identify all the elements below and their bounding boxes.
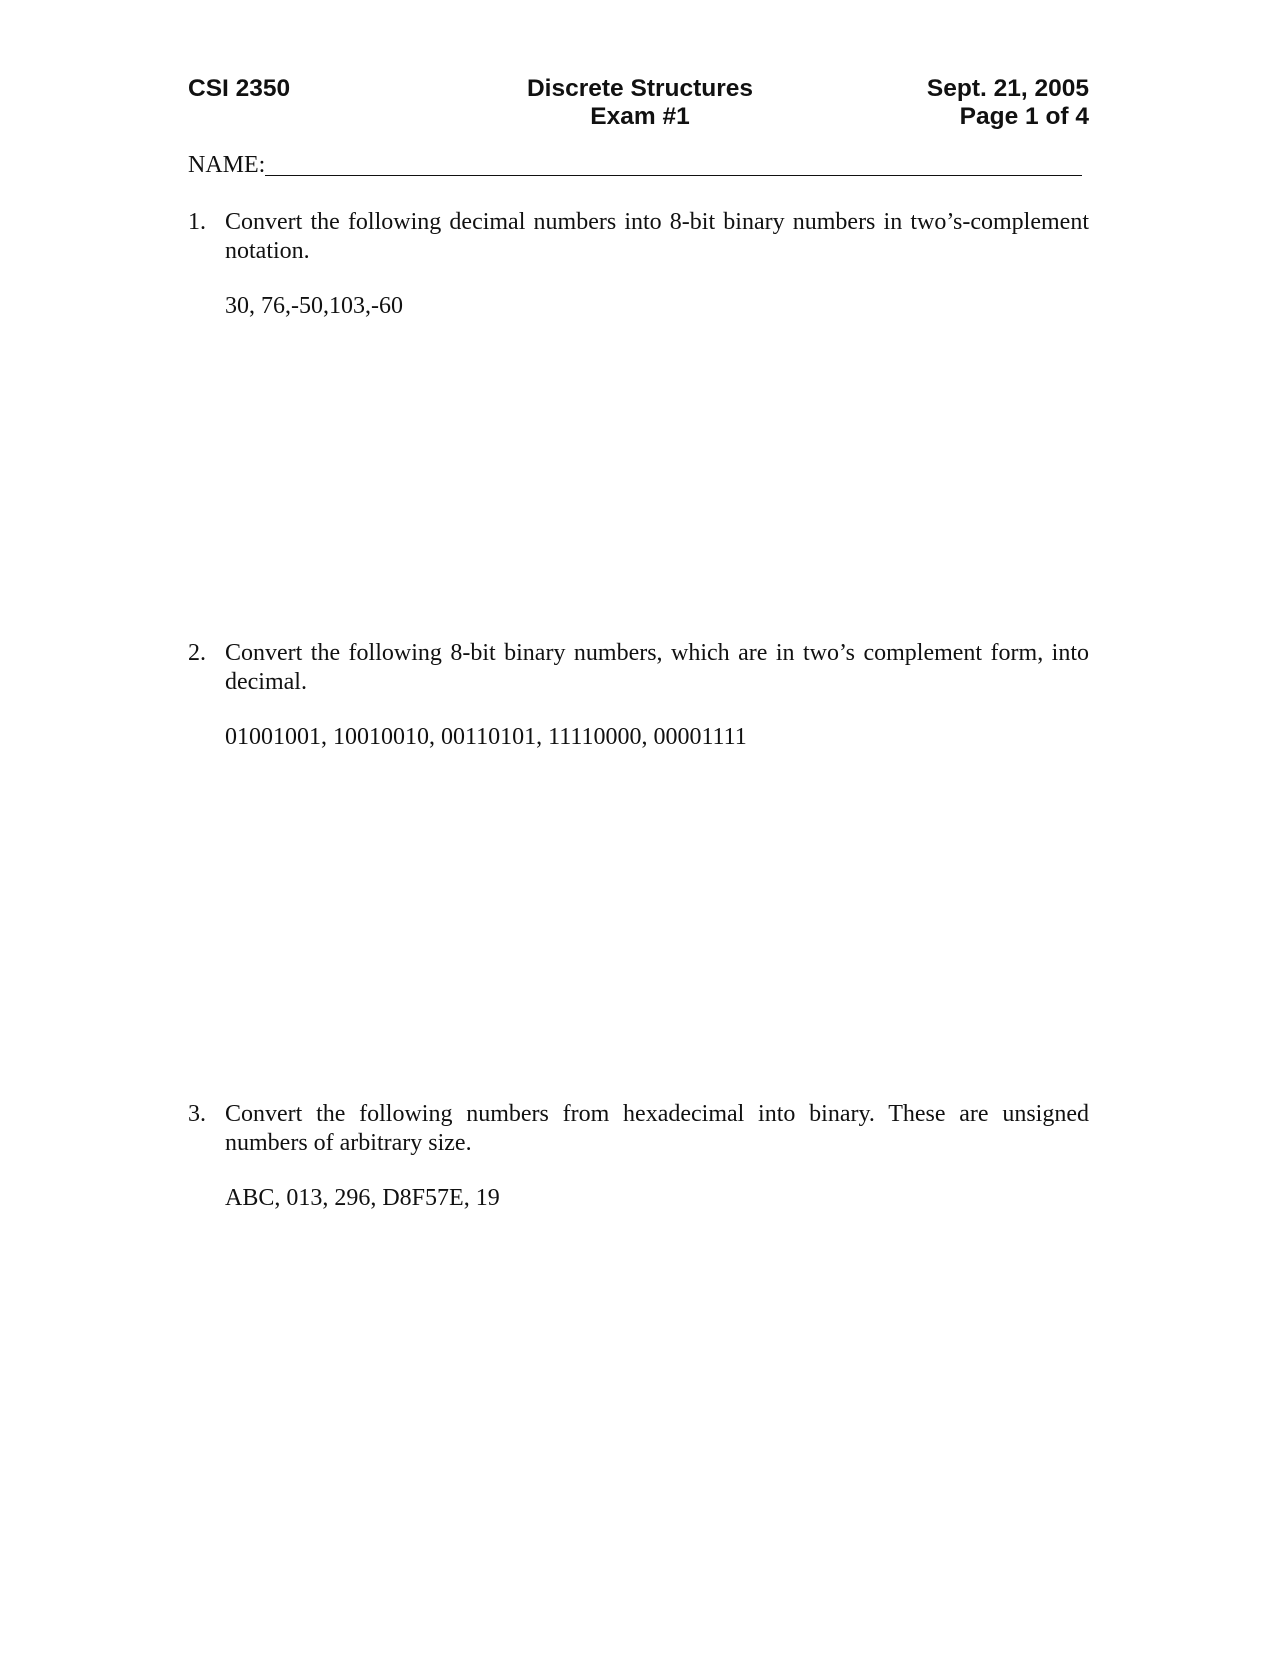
- question-values: 30, 76,-50,103,-60: [225, 293, 403, 319]
- question-prompt: Convert the following numbers from hexadecimal into binary. These are unsigned numbers of arbitrary size.: [225, 1101, 1089, 1156]
- exam-title-block: [500, 75, 780, 131]
- exam-number: Exam #1: [590, 103, 690, 130]
- question-values: ABC, 013, 296, D8F57E, 19: [225, 1185, 500, 1211]
- question-number: 1.: [188, 209, 206, 235]
- question-2: [188, 639, 1089, 752]
- question-3: [188, 1100, 1089, 1213]
- course-code: CSI 2350: [188, 75, 291, 102]
- course-title: Discrete Structures: [526, 75, 754, 102]
- question-prompt: Convert the following decimal numbers into 8-bit binary numbers in two’s-complement notation.: [225, 209, 1089, 264]
- page-indicator: Page 1 of 4: [959, 103, 1089, 130]
- question-number: 3.: [188, 1101, 206, 1127]
- name-field: [188, 151, 1082, 179]
- question-number: 2.: [188, 640, 206, 666]
- exam-date: Sept. 21, 2005: [926, 75, 1089, 102]
- question-1: [188, 208, 1089, 321]
- name-blank-line: [265, 153, 1082, 176]
- question-prompt: Convert the following 8-bit binary numbers, which are in two’s complement form, into decimal.: [225, 640, 1089, 695]
- date-page-block: [927, 75, 1089, 131]
- question-values: 01001001, 10010010, 00110101, 11110000, 00001111: [225, 724, 747, 750]
- name-label: NAME:: [188, 152, 266, 178]
